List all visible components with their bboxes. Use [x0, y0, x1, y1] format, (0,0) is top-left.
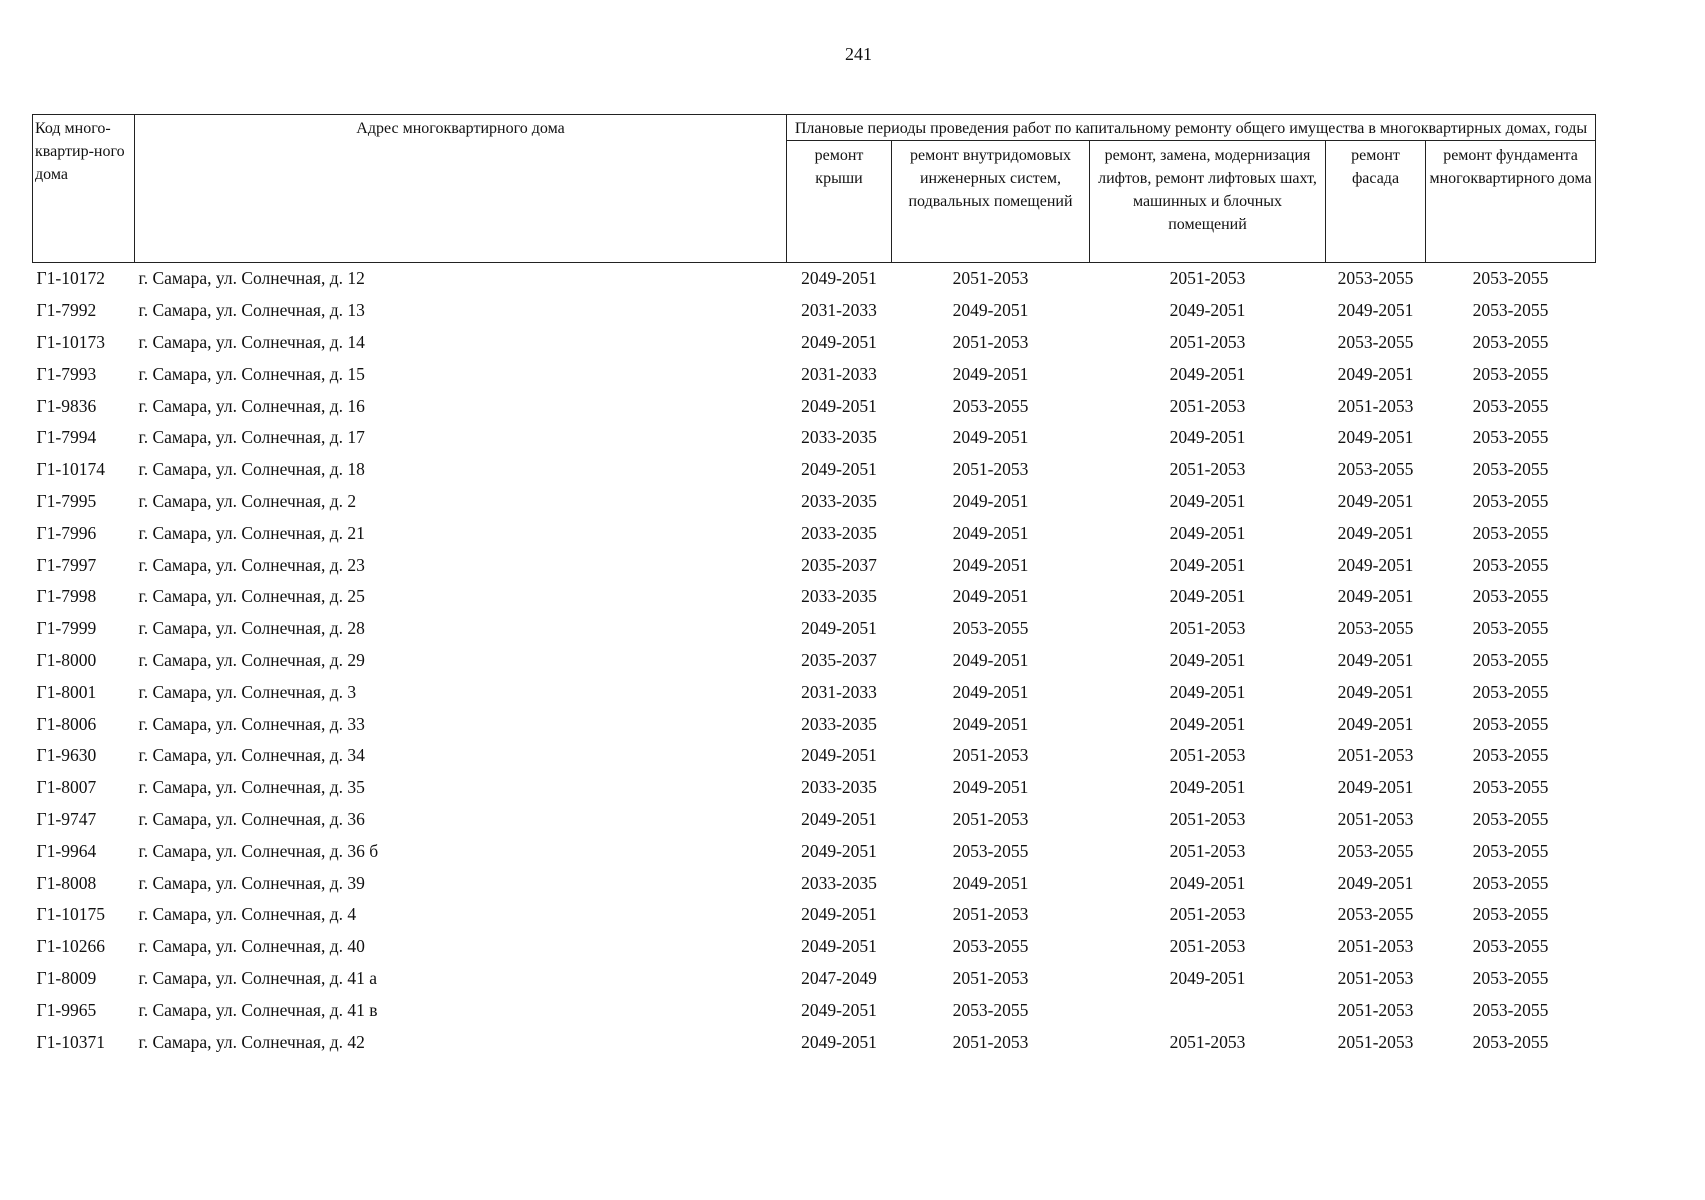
cell-foundation: 2053-2055	[1472, 904, 1549, 925]
cell-code: Г1-9747	[36, 808, 97, 829]
cell-foundation: 2053-2055	[1472, 395, 1549, 416]
cell-foundation: 2053-2055	[1472, 840, 1549, 861]
cell-foundation: 2053-2055	[1472, 490, 1549, 511]
cell-roof: 2049-2051	[801, 840, 877, 861]
cell-address: г. Самара, ул. Солнечная, д. 16	[138, 395, 365, 416]
cell-engineering: 2049-2051	[952, 427, 1029, 448]
table-row	[33, 549, 1596, 581]
cell-elevators: 2049-2051	[1169, 872, 1246, 893]
header-address: Адрес многоквартирного дома	[135, 115, 787, 263]
cell-engineering: 2049-2051	[952, 490, 1029, 511]
cell-facade: 2053-2055	[1337, 268, 1414, 289]
header-engineering: ремонт внутридомовых инженерных систем, подвальных помещений	[892, 141, 1090, 263]
cell-foundation: 2053-2055	[1472, 681, 1549, 702]
cell-facade: 2051-2053	[1337, 936, 1414, 957]
cell-foundation: 2053-2055	[1472, 427, 1549, 448]
header-roof: ремонт крыши	[787, 141, 892, 263]
cell-code: Г1-7999	[36, 618, 97, 639]
cell-address: г. Самара, ул. Солнечная, д. 41 в	[138, 999, 378, 1020]
cell-foundation: 2053-2055	[1472, 586, 1549, 607]
cell-code: Г1-7997	[36, 554, 97, 575]
cell-elevators	[1090, 994, 1326, 1026]
table-row	[33, 581, 1596, 613]
cell-code: Г1-7996	[36, 522, 97, 543]
cell-engineering: 2051-2053	[952, 268, 1029, 289]
cell-engineering: 2053-2055	[952, 840, 1029, 861]
table-row	[33, 867, 1596, 899]
cell-address: г. Самара, ул. Солнечная, д. 21	[138, 522, 365, 543]
cell-foundation: 2053-2055	[1472, 967, 1549, 988]
cell-address: г. Самара, ул. Солнечная, д. 42	[138, 1031, 365, 1052]
cell-elevators: 2049-2051	[1169, 363, 1246, 384]
cell-code: Г1-9965	[36, 999, 97, 1020]
cell-code: Г1-10371	[36, 1031, 105, 1052]
cell-elevators: 2049-2051	[1169, 427, 1246, 448]
header-code: Код много-квартир-ного дома	[33, 115, 135, 263]
cell-foundation: 2053-2055	[1472, 363, 1549, 384]
cell-elevators: 2051-2053	[1169, 936, 1246, 957]
cell-roof: 2049-2051	[801, 331, 877, 352]
cell-roof: 2049-2051	[801, 904, 877, 925]
cell-address: г. Самара, ул. Солнечная, д. 15	[138, 363, 365, 384]
cell-facade: 2053-2055	[1337, 840, 1414, 861]
cell-foundation: 2053-2055	[1472, 777, 1549, 798]
cell-elevators: 2049-2051	[1169, 649, 1246, 670]
table-row	[33, 454, 1596, 486]
cell-code: Г1-9836	[36, 395, 97, 416]
table-row	[33, 327, 1596, 359]
cell-code: Г1-10172	[36, 268, 105, 289]
cell-code: Г1-7992	[36, 300, 97, 321]
cell-foundation: 2053-2055	[1472, 745, 1549, 766]
cell-roof: 2033-2035	[801, 490, 877, 511]
header-elevators: ремонт, замена, модернизация лифтов, ремонт лифтовых шахт, машинных и блочных помещений	[1090, 141, 1326, 263]
cell-address: г. Самара, ул. Солнечная, д. 4	[138, 904, 357, 925]
table-row	[33, 390, 1596, 422]
cell-elevators: 2051-2053	[1169, 395, 1246, 416]
cell-foundation: 2053-2055	[1472, 618, 1549, 639]
cell-facade: 2051-2053	[1337, 395, 1414, 416]
cell-roof: 2033-2035	[801, 522, 877, 543]
cell-address: г. Самара, ул. Солнечная, д. 12	[138, 268, 365, 289]
cell-foundation: 2053-2055	[1472, 999, 1549, 1020]
cell-elevators: 2051-2053	[1169, 331, 1246, 352]
cell-foundation: 2053-2055	[1472, 936, 1549, 957]
cell-code: Г1-10174	[36, 459, 105, 480]
cell-facade: 2053-2055	[1337, 618, 1414, 639]
header-facade: ремонт фасада	[1326, 141, 1426, 263]
cell-code: Г1-10175	[36, 904, 105, 925]
cell-facade: 2053-2055	[1337, 331, 1414, 352]
cell-engineering: 2053-2055	[952, 395, 1029, 416]
cell-elevators: 2051-2053	[1169, 459, 1246, 480]
cell-engineering: 2051-2053	[952, 331, 1029, 352]
cell-elevators: 2049-2051	[1169, 967, 1246, 988]
cell-engineering: 2049-2051	[952, 777, 1029, 798]
cell-foundation: 2053-2055	[1472, 300, 1549, 321]
cell-foundation: 2053-2055	[1472, 649, 1549, 670]
cell-roof: 2033-2035	[801, 586, 877, 607]
cell-roof: 2049-2051	[801, 936, 877, 957]
cell-address: г. Самара, ул. Солнечная, д. 39	[138, 872, 365, 893]
cell-roof: 2049-2051	[801, 395, 877, 416]
cell-engineering: 2051-2053	[952, 808, 1029, 829]
cell-address: г. Самара, ул. Солнечная, д. 35	[138, 777, 365, 798]
table-row	[33, 263, 1596, 295]
cell-code: Г1-8006	[36, 713, 97, 734]
table-row	[33, 708, 1596, 740]
cell-engineering: 2051-2053	[952, 904, 1029, 925]
table-row	[33, 295, 1596, 327]
cell-foundation: 2053-2055	[1472, 808, 1549, 829]
cell-engineering: 2049-2051	[952, 586, 1029, 607]
cell-elevators: 2049-2051	[1169, 777, 1246, 798]
cell-engineering: 2049-2051	[952, 681, 1029, 702]
cell-address: г. Самара, ул. Солнечная, д. 3	[138, 681, 357, 702]
cell-foundation: 2053-2055	[1472, 522, 1549, 543]
cell-roof: 2033-2035	[801, 872, 877, 893]
cell-foundation: 2053-2055	[1472, 713, 1549, 734]
cell-foundation: 2053-2055	[1472, 459, 1549, 480]
cell-facade: 2049-2051	[1337, 713, 1414, 734]
table-row	[33, 358, 1596, 390]
cell-address: г. Самара, ул. Солнечная, д. 17	[138, 427, 365, 448]
cell-code: Г1-7998	[36, 586, 97, 607]
cell-engineering: 2049-2051	[952, 872, 1029, 893]
cell-code: Г1-10173	[36, 331, 105, 352]
cell-roof: 2031-2033	[801, 300, 877, 321]
table-row	[33, 899, 1596, 931]
cell-elevators: 2051-2053	[1169, 1031, 1246, 1052]
table-row	[33, 740, 1596, 772]
table-row	[33, 835, 1596, 867]
cell-elevators: 2051-2053	[1169, 904, 1246, 925]
cell-address: г. Самара, ул. Солнечная, д. 28	[138, 618, 365, 639]
cell-code: Г1-8007	[36, 777, 97, 798]
cell-roof: 2033-2035	[801, 777, 877, 798]
cell-code: Г1-9964	[36, 840, 97, 861]
cell-facade: 2051-2053	[1337, 808, 1414, 829]
cell-facade: 2049-2051	[1337, 681, 1414, 702]
cell-address: г. Самара, ул. Солнечная, д. 18	[138, 459, 365, 480]
table-row	[33, 994, 1596, 1026]
cell-engineering: 2051-2053	[952, 967, 1029, 988]
cell-address: г. Самара, ул. Солнечная, д. 36	[138, 808, 365, 829]
cell-elevators: 2051-2053	[1169, 745, 1246, 766]
cell-roof: 2049-2051	[801, 808, 877, 829]
cell-engineering: 2053-2055	[952, 999, 1029, 1020]
cell-roof: 2049-2051	[801, 618, 877, 639]
cell-foundation: 2053-2055	[1472, 1031, 1549, 1052]
table-row	[33, 931, 1596, 963]
cell-facade: 2049-2051	[1337, 872, 1414, 893]
cell-address: г. Самара, ул. Солнечная, д. 40	[138, 936, 365, 957]
table-header	[33, 115, 1596, 263]
table-row	[33, 517, 1596, 549]
cell-engineering: 2051-2053	[952, 1031, 1029, 1052]
cell-engineering: 2049-2051	[952, 300, 1029, 321]
cell-facade: 2049-2051	[1337, 300, 1414, 321]
cell-roof: 2047-2049	[801, 967, 877, 988]
cell-roof: 2035-2037	[801, 649, 877, 670]
cell-elevators: 2049-2051	[1169, 713, 1246, 734]
cell-engineering: 2049-2051	[952, 522, 1029, 543]
cell-address: г. Самара, ул. Солнечная, д. 14	[138, 331, 365, 352]
table-row	[33, 963, 1596, 995]
cell-elevators: 2049-2051	[1169, 490, 1246, 511]
header-foundation: ремонт фундамента многоквартирного дома	[1426, 141, 1596, 263]
table-row	[33, 645, 1596, 677]
cell-code: Г1-10266	[36, 936, 105, 957]
cell-facade: 2049-2051	[1337, 586, 1414, 607]
cell-code: Г1-7993	[36, 363, 97, 384]
cell-facade: 2053-2055	[1337, 904, 1414, 925]
table-row	[33, 676, 1596, 708]
cell-address: г. Самара, ул. Солнечная, д. 29	[138, 649, 365, 670]
cell-facade: 2051-2053	[1337, 967, 1414, 988]
table-row	[33, 613, 1596, 645]
cell-foundation: 2053-2055	[1472, 872, 1549, 893]
cell-address: г. Самара, ул. Солнечная, д. 41 а	[138, 967, 377, 988]
cell-elevators: 2051-2053	[1169, 808, 1246, 829]
cell-foundation: 2053-2055	[1472, 268, 1549, 289]
cell-elevators: 2049-2051	[1169, 586, 1246, 607]
cell-elevators: 2051-2053	[1169, 840, 1246, 861]
cell-engineering: 2053-2055	[952, 618, 1029, 639]
cell-roof: 2049-2051	[801, 268, 877, 289]
cell-address: г. Самара, ул. Солнечная, д. 2	[138, 490, 357, 511]
repair-schedule-table	[32, 114, 1596, 1058]
cell-elevators: 2049-2051	[1169, 554, 1246, 575]
cell-roof: 2033-2035	[801, 427, 877, 448]
cell-foundation: 2053-2055	[1472, 554, 1549, 575]
cell-roof: 2033-2035	[801, 713, 877, 734]
table-body	[33, 263, 1596, 1058]
header-periods-group: Плановые периоды проведения работ по капитальному ремонту общего имущества в многоквартирных домах, годы	[787, 115, 1596, 141]
cell-elevators: 2049-2051	[1169, 522, 1246, 543]
table-row	[33, 422, 1596, 454]
cell-elevators: 2049-2051	[1169, 681, 1246, 702]
page-number: 241	[845, 44, 872, 64]
table-row	[33, 772, 1596, 804]
cell-facade: 2049-2051	[1337, 427, 1414, 448]
cell-elevators: 2051-2053	[1169, 268, 1246, 289]
cell-roof: 2031-2033	[801, 363, 877, 384]
cell-code: Г1-9630	[36, 745, 97, 766]
cell-address: г. Самара, ул. Солнечная, д. 23	[138, 554, 365, 575]
cell-facade: 2051-2053	[1337, 1031, 1414, 1052]
cell-elevators: 2049-2051	[1169, 300, 1246, 321]
cell-address: г. Самара, ул. Солнечная, д. 33	[138, 713, 365, 734]
cell-facade: 2053-2055	[1337, 459, 1414, 480]
cell-address: г. Самара, ул. Солнечная, д. 13	[138, 300, 365, 321]
cell-facade: 2049-2051	[1337, 363, 1414, 384]
cell-engineering: 2051-2053	[952, 459, 1029, 480]
table-row	[33, 486, 1596, 518]
cell-address: г. Самара, ул. Солнечная, д. 36 б	[138, 840, 379, 861]
cell-code: Г1-8000	[36, 649, 97, 670]
cell-engineering: 2053-2055	[952, 936, 1029, 957]
cell-address: г. Самара, ул. Солнечная, д. 25	[138, 586, 365, 607]
cell-facade: 2049-2051	[1337, 777, 1414, 798]
cell-roof: 2031-2033	[801, 681, 877, 702]
cell-engineering: 2049-2051	[952, 554, 1029, 575]
cell-roof: 2049-2051	[801, 999, 877, 1020]
cell-engineering: 2051-2053	[952, 745, 1029, 766]
cell-facade: 2049-2051	[1337, 522, 1414, 543]
cell-code: Г1-7994	[36, 427, 97, 448]
cell-facade: 2049-2051	[1337, 554, 1414, 575]
table-row	[33, 804, 1596, 836]
cell-code: Г1-8008	[36, 872, 97, 893]
cell-engineering: 2049-2051	[952, 363, 1029, 384]
table-row	[33, 1026, 1596, 1058]
cell-code: Г1-7995	[36, 490, 97, 511]
cell-engineering: 2049-2051	[952, 713, 1029, 734]
cell-code: Г1-8001	[36, 681, 97, 702]
cell-engineering: 2049-2051	[952, 649, 1029, 670]
cell-facade: 2049-2051	[1337, 490, 1414, 511]
cell-facade: 2049-2051	[1337, 649, 1414, 670]
cell-address: г. Самара, ул. Солнечная, д. 34	[138, 745, 365, 766]
cell-facade: 2051-2053	[1337, 999, 1414, 1020]
cell-foundation: 2053-2055	[1472, 331, 1549, 352]
cell-elevators: 2051-2053	[1169, 618, 1246, 639]
cell-code: Г1-8009	[36, 967, 97, 988]
cell-facade: 2051-2053	[1337, 745, 1414, 766]
cell-roof: 2035-2037	[801, 554, 877, 575]
cell-roof: 2049-2051	[801, 1031, 877, 1052]
cell-roof: 2049-2051	[801, 459, 877, 480]
cell-roof: 2049-2051	[801, 745, 877, 766]
